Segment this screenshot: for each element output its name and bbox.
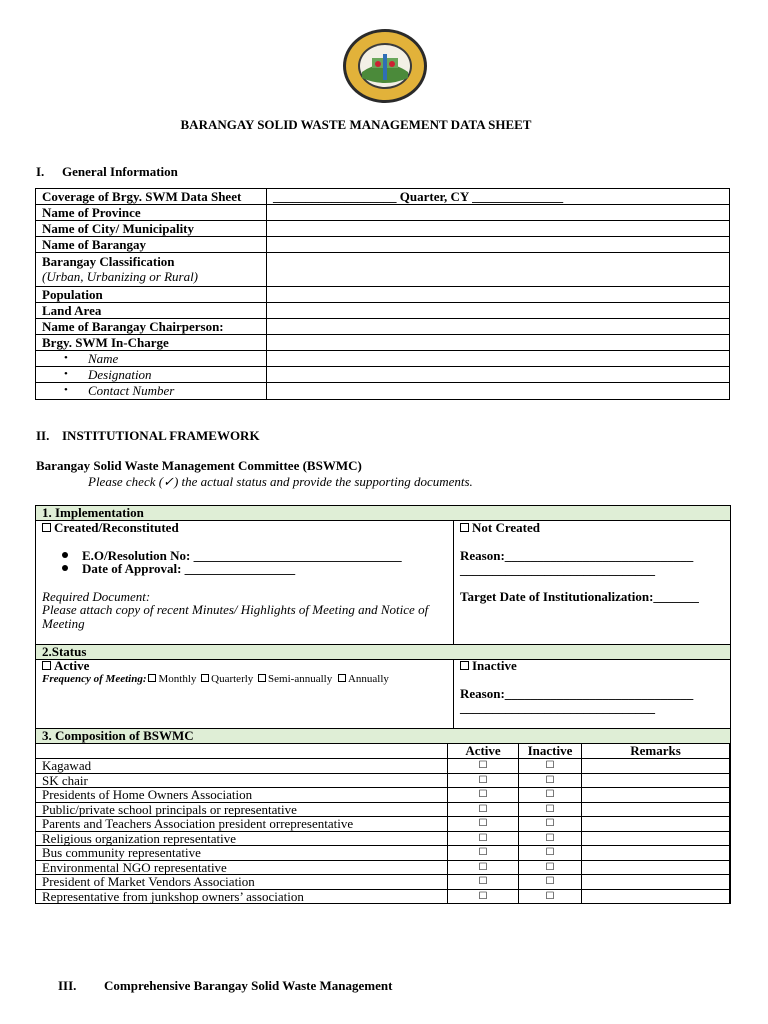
table-row — [36, 788, 730, 803]
table-row — [36, 773, 730, 788]
row-label: Name of City/ Municipality — [36, 221, 267, 237]
population-field[interactable] — [267, 287, 730, 303]
land-area-field[interactable] — [267, 303, 730, 319]
inactive-reason-field[interactable]: Reason:_____________________________ — [460, 686, 694, 701]
member-label: President of Market Vendors Association — [36, 875, 448, 890]
col-remarks: Remarks — [582, 744, 730, 759]
row-label: Coverage of Brgy. SWM Data Sheet — [36, 189, 267, 205]
required-document-label: Required Document: — [42, 589, 151, 604]
table-row — [36, 759, 730, 774]
row-label: Name of Barangay — [36, 237, 267, 253]
general-info-table — [35, 188, 730, 400]
table-row — [36, 846, 730, 861]
row-label: Name of Barangay Chairperson: — [36, 319, 267, 335]
table-row — [36, 351, 730, 367]
table-row — [36, 237, 730, 253]
incharge-name-field[interactable] — [267, 351, 730, 367]
inactive-checkbox[interactable]: ☐ — [519, 788, 582, 803]
reason-line[interactable]: ______________________________ — [460, 700, 655, 715]
sub-label: Contact Number — [88, 383, 175, 398]
member-label: SK chair — [36, 773, 448, 788]
municipal-seal — [342, 28, 428, 104]
document-title: BARANGAY SOLID WASTE MANAGEMENT DATA SHEET — [180, 117, 532, 132]
not-created-reason-field[interactable]: Reason:_____________________________ — [460, 548, 694, 563]
table-row — [36, 303, 730, 319]
required-document-text: Please attach copy of recent Minutes/ Highlights of Meeting and Notice of Meeting — [42, 602, 429, 631]
table-row — [36, 367, 730, 383]
incharge-designation-field[interactable] — [267, 367, 730, 383]
member-label: Religious organization representative — [36, 831, 448, 846]
active-checkbox[interactable]: ☐ — [448, 889, 519, 904]
composition-section — [35, 728, 731, 904]
active-checkbox[interactable]: ☐ — [448, 759, 519, 774]
inactive-checkbox[interactable]: ☐ — [519, 846, 582, 861]
table-row — [36, 817, 730, 832]
member-label: Bus community representative — [36, 846, 448, 861]
eo-resolution-field[interactable]: E.O/Resolution No: ________________________________ — [82, 548, 402, 563]
active-checkbox[interactable]: ☐ — [448, 846, 519, 861]
inactive-checkbox[interactable]: ☐ — [519, 773, 582, 788]
semi-annually-checkbox[interactable] — [258, 674, 266, 682]
remarks-cell[interactable] — [582, 889, 730, 904]
implementation-header: 1. Implementation — [36, 506, 730, 521]
not-created-checkbox[interactable] — [460, 523, 469, 532]
active-checkbox[interactable]: ☐ — [448, 831, 519, 846]
sub-label: Designation — [88, 367, 152, 382]
inactive-checkbox[interactable]: ☐ — [519, 875, 582, 890]
remarks-cell[interactable] — [582, 875, 730, 890]
remarks-cell[interactable] — [582, 831, 730, 846]
committee-title: Barangay Solid Waste Management Committee (BSWMC) — [36, 458, 362, 473]
section-1-heading: General Information — [62, 164, 178, 179]
remarks-cell[interactable] — [582, 759, 730, 774]
instruction-text: Please check (✓) the actual status and provide the supporting documents. — [88, 474, 473, 489]
composition-table — [35, 744, 730, 904]
bullet-icon: • — [64, 384, 68, 396]
inactive-checkbox[interactable]: ☐ — [519, 889, 582, 904]
row-label: Brgy. SWM In-Charge — [36, 335, 267, 351]
created-label: Created/Reconstituted — [54, 520, 179, 535]
quarterly-checkbox[interactable] — [201, 674, 209, 682]
not-created-label: Not Created — [472, 520, 540, 535]
member-label: Public/private school principals or representative — [36, 802, 448, 817]
date-of-approval-field[interactable]: Date of Approval: _________________ — [82, 561, 296, 576]
implementation-box — [35, 505, 731, 646]
row-label: Population — [36, 287, 267, 303]
active-checkbox[interactable]: ☐ — [448, 773, 519, 788]
table-row — [36, 253, 730, 287]
table-row — [36, 335, 730, 351]
active-checkbox[interactable]: ☐ — [448, 817, 519, 832]
section-1-number: I. — [36, 164, 45, 179]
active-checkbox[interactable] — [42, 661, 51, 670]
inactive-label: Inactive — [472, 658, 517, 673]
member-label: Kagawad — [36, 759, 448, 774]
table-row — [36, 875, 730, 890]
section-3-heading: Comprehensive Barangay Solid Waste Management — [104, 978, 393, 993]
bullet-icon: • — [64, 368, 68, 380]
classification-field[interactable] — [267, 253, 730, 287]
row-label: Name of Province — [36, 205, 267, 221]
freq-option: Monthly — [158, 673, 197, 685]
remarks-cell[interactable] — [582, 817, 730, 832]
inactive-checkbox[interactable]: ☐ — [519, 802, 582, 817]
remarks-cell[interactable] — [582, 846, 730, 861]
member-label: Presidents of Home Owners Association — [36, 788, 448, 803]
section-2-number: II. — [36, 428, 50, 443]
inactive-checkbox[interactable]: ☐ — [519, 759, 582, 774]
table-row — [36, 860, 730, 875]
inactive-checkbox[interactable]: ☐ — [519, 831, 582, 846]
status-box — [35, 644, 731, 729]
incharge-contact-field[interactable] — [267, 383, 730, 400]
freq-option: Quarterly — [211, 673, 254, 685]
table-row — [36, 802, 730, 817]
inactive-checkbox[interactable]: ☐ — [519, 860, 582, 875]
col-inactive: Inactive — [519, 744, 582, 759]
table-row — [36, 889, 730, 904]
active-label: Active — [54, 658, 90, 673]
swm-incharge-field[interactable] — [267, 335, 730, 351]
classification-note: (Urban, Urbanizing or Rural) — [42, 269, 199, 284]
inactive-checkbox[interactable]: ☐ — [519, 817, 582, 832]
table-row — [36, 319, 730, 335]
remarks-cell[interactable] — [582, 773, 730, 788]
table-row — [36, 221, 730, 237]
table-row — [36, 189, 730, 205]
member-label: Representative from junkshop owners’ association — [36, 889, 448, 904]
target-date-field[interactable]: Target Date of Institutionalization:_______ — [460, 589, 699, 604]
table-row — [36, 205, 730, 221]
created-checkbox[interactable] — [42, 523, 51, 532]
col-active: Active — [448, 744, 519, 759]
remarks-cell[interactable] — [582, 860, 730, 875]
table-row — [36, 287, 730, 303]
active-checkbox[interactable]: ☐ — [448, 788, 519, 803]
barangay-field[interactable] — [267, 237, 730, 253]
row-label: Barangay Classification — [42, 254, 175, 269]
section-2-heading: INSTITUTIONAL FRAMEWORK — [62, 428, 260, 443]
section-3-number: III. — [58, 978, 77, 993]
annually-checkbox[interactable] — [338, 674, 346, 682]
status-header: 2.Status — [36, 644, 730, 660]
active-checkbox[interactable]: ☐ — [448, 802, 519, 817]
inactive-checkbox[interactable] — [460, 661, 469, 670]
table-row — [36, 831, 730, 846]
remarks-cell[interactable] — [582, 802, 730, 817]
active-checkbox[interactable]: ☐ — [448, 875, 519, 890]
chairperson-field[interactable] — [267, 319, 730, 335]
bullet-icon — [62, 552, 68, 558]
row-label: Land Area — [36, 303, 267, 319]
active-checkbox[interactable]: ☐ — [448, 860, 519, 875]
coverage-value[interactable]: ___________________ Quarter, CY ______________ — [267, 189, 730, 205]
frequency-label: Frequency of Meeting: — [42, 673, 147, 685]
reason-line[interactable]: ______________________________ — [460, 562, 655, 577]
member-label: Parents and Teachers Association president orrepresentative — [36, 817, 448, 832]
sub-label: Name — [88, 351, 119, 366]
freq-option: Annually — [347, 673, 389, 685]
bullet-icon: • — [64, 352, 68, 364]
city-field[interactable] — [267, 221, 730, 237]
monthly-checkbox[interactable] — [148, 674, 156, 682]
province-field[interactable] — [267, 205, 730, 221]
member-label: Environmental NGO representative — [36, 860, 448, 875]
remarks-cell[interactable] — [582, 788, 730, 803]
composition-header: 3. Composition of BSWMC — [36, 728, 730, 744]
freq-option: Semi-annually — [268, 673, 333, 685]
table-row — [36, 383, 730, 400]
bullet-icon — [62, 565, 68, 571]
